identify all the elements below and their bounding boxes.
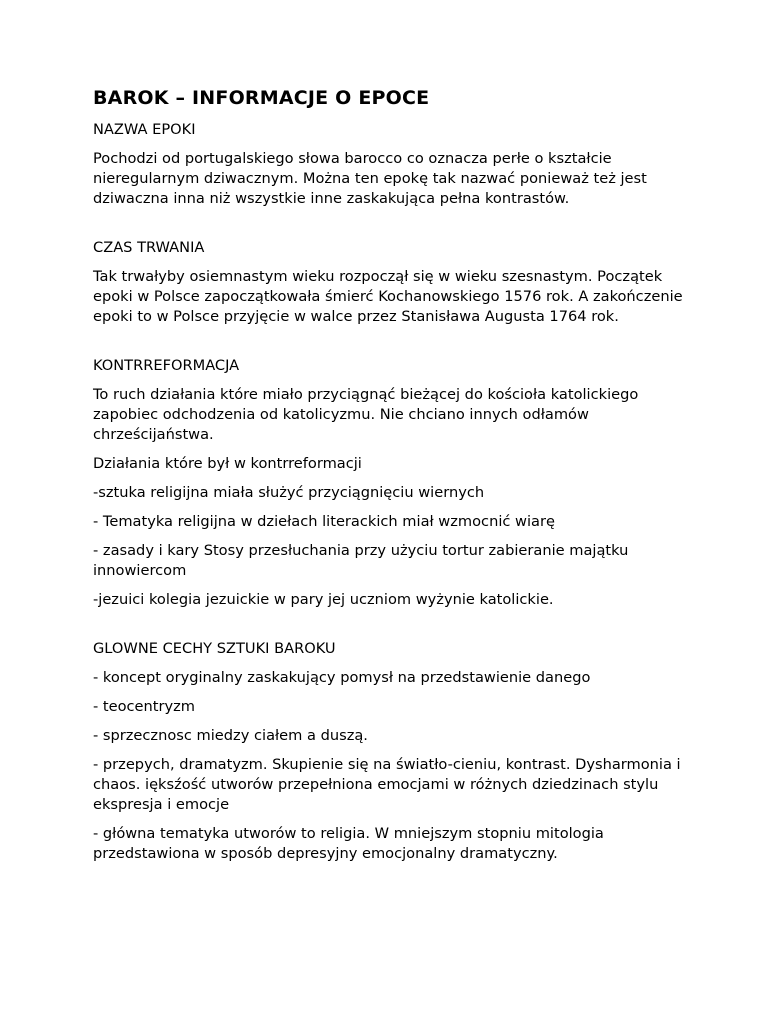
section-gap (93, 336, 683, 356)
section-gap (93, 619, 683, 639)
list-item: -sztuka religijna miała służyć przyciągnięciu wiernych (93, 484, 485, 501)
list-item: - przepych, dramatyzm. Skupienie się na światło-cieniu, kontrast. Dysharmonia i chaos. ięksźość utworów przepełniona emocjami w różnych dziedzinach stylu ekspresja i emocje (93, 756, 681, 813)
list-intro: Działania które był w kontrreformacji (93, 455, 362, 472)
section-kontrreformacja (93, 356, 683, 610)
section-gap (93, 218, 683, 238)
list-item: - Tematyka religijna w dziełach literackich miał wzmocnić wiarę (93, 513, 555, 530)
list-item: -jezuici kolegia jezuickie w pary jej uczniom wyżynie katolickie. (93, 591, 554, 608)
section-heading: GLOWNE CECHY SZTUKI BAROKU (93, 640, 336, 657)
document-page (93, 86, 683, 873)
list-item: - koncept oryginalny zaskakujący pomysł na przedstawienie danego (93, 669, 591, 686)
section-nazwa-epoki (93, 120, 683, 209)
section-paragraph: Tak trwałyby osiemnastym wieku rozpoczął się w wieku szesnastym. Początek epoki w Polsce zapoczątkowała śmierć Kochanowskiego 1576 rok. A zakończenie epoki to w Polsce przyjęcie w walce przez Stanisława Augusta 1764 rok. (93, 268, 683, 325)
section-heading: NAZWA EPOKI (93, 121, 196, 138)
list-item: - sprzecznosc miedzy ciałem a duszą. (93, 727, 368, 744)
section-paragraph: To ruch działania które miało przyciągnąć bieżącej do kościoła katolickiego zapobiec odchodzenia od katolicyzmu. Nie chciano innych odłamów chrześcijaństwa. (93, 386, 639, 443)
list-item: - teocentryzm (93, 698, 196, 715)
section-glowne-cechy (93, 639, 683, 864)
list-item: - główna tematyka utworów to religia. W mniejszym stopniu mitologia przedstawiona w sposób depresyjny emocjonalny dramatyczny. (93, 825, 604, 862)
section-heading: CZAS TRWANIA (93, 239, 205, 256)
document-title: BAROK – INFORMACJE O EPOCE (93, 87, 430, 109)
section-paragraph: Pochodzi od portugalskiego słowa barocco co oznacza perłe o kształcie nieregularnym dziwacznym. Można ten epokę tak nazwać ponieważ też jest dziwaczna inna niż wszystkie inne zaskakująca pełna kontrastów. (93, 150, 647, 207)
list-item: - zasady i kary Stosy przesłuchania przy użyciu tortur zabieranie majątku innowiercom (93, 542, 629, 579)
section-heading: KONTRREFORMACJA (93, 357, 240, 374)
section-czas-trwania (93, 238, 683, 327)
